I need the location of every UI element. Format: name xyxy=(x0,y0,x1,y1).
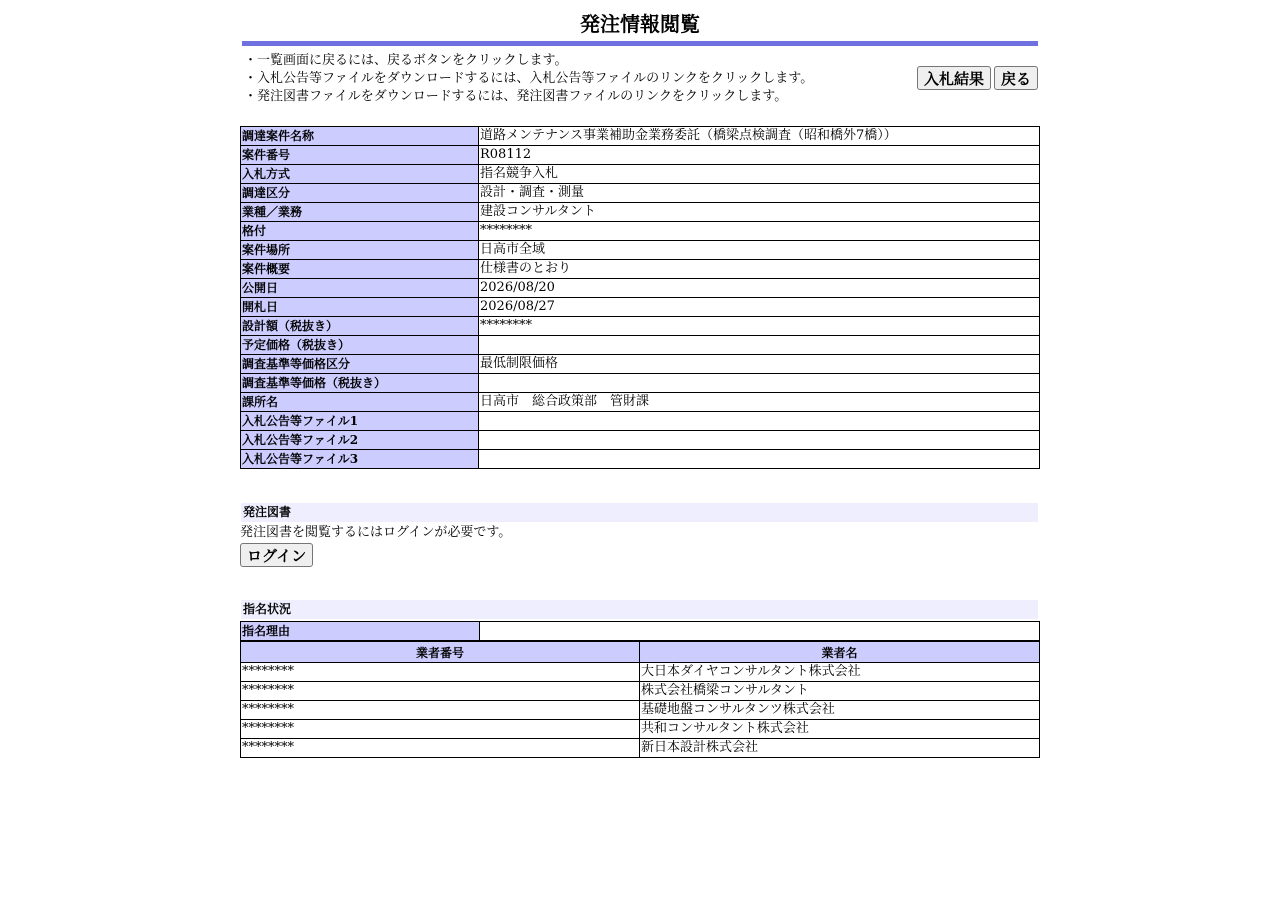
table-row xyxy=(241,355,1040,374)
field-value xyxy=(479,412,1040,431)
vendor-number: ******** xyxy=(241,739,640,758)
field-value: 建設コンサルタント xyxy=(479,203,1040,222)
table-row xyxy=(241,260,1040,279)
table-row xyxy=(241,336,1040,355)
field-label: 課所名 xyxy=(241,393,479,412)
field-label: 調査基準等価格区分 xyxy=(241,355,479,374)
field-value xyxy=(479,450,1040,469)
field-label: 案件場所 xyxy=(241,241,479,260)
documents-heading: 発注図書 xyxy=(241,503,1038,522)
designation-heading: 指名状況 xyxy=(241,600,1038,619)
field-label: 調達案件名称 xyxy=(241,127,479,146)
vendor-name: 共和コンサルタント株式会社 xyxy=(640,720,1040,739)
vendor-name: 新日本設計株式会社 xyxy=(640,739,1040,758)
table-row xyxy=(241,241,1040,260)
table-row xyxy=(241,412,1040,431)
table-row xyxy=(241,682,1040,701)
field-label: 入札公告等ファイル3 xyxy=(241,450,479,469)
field-value: ******** xyxy=(479,317,1040,336)
field-value: 最低制限価格 xyxy=(479,355,1040,374)
login-required-text: 発注図書を閲覧するにはログインが必要です。 xyxy=(240,525,512,540)
notice-line: ・入札公告等ファイルをダウンロードするには、入札公告等ファイルのリンクをクリックします。 xyxy=(244,71,814,86)
field-value: ******** xyxy=(479,222,1040,241)
login-button[interactable]: ログイン xyxy=(240,543,313,567)
field-value: 2026/08/20 xyxy=(479,279,1040,298)
column-header-vendor-name: 業者名 xyxy=(640,642,1040,663)
notice-line: ・発注図書ファイルをダウンロードするには、発注図書ファイルのリンクをクリックします。 xyxy=(244,89,788,104)
table-header-row xyxy=(241,642,1040,663)
info-table xyxy=(240,126,1040,469)
vendor-number: ******** xyxy=(241,701,640,720)
notice-section xyxy=(240,46,1040,116)
table-row xyxy=(241,701,1040,720)
table-row xyxy=(241,184,1040,203)
column-header-vendor-number: 業者番号 xyxy=(241,642,640,663)
page-title: 発注情報閲覧 xyxy=(580,12,700,36)
field-label: 入札公告等ファイル1 xyxy=(241,412,479,431)
field-label: 案件番号 xyxy=(241,146,479,165)
field-label: 公開日 xyxy=(241,279,479,298)
table-row xyxy=(241,222,1040,241)
field-value: 指名競争入札 xyxy=(479,165,1040,184)
field-label: 開札日 xyxy=(241,298,479,317)
field-label: 調査基準等価格（税抜き） xyxy=(241,374,479,393)
table-row xyxy=(241,739,1040,758)
back-button[interactable]: 戻る xyxy=(994,66,1038,90)
field-label: 設計額（税抜き） xyxy=(241,317,479,336)
vendor-table xyxy=(240,641,1040,758)
field-label: 入札公告等ファイル2 xyxy=(241,431,479,450)
field-value: 仕様書のとおり xyxy=(479,260,1040,279)
field-value xyxy=(479,374,1040,393)
table-row xyxy=(241,298,1040,317)
field-value: 2026/08/27 xyxy=(479,298,1040,317)
field-label: 業種／業務 xyxy=(241,203,479,222)
table-row xyxy=(241,720,1040,739)
field-value: R08112 xyxy=(479,146,1040,165)
table-row xyxy=(241,450,1040,469)
field-value: 設計・調査・測量 xyxy=(479,184,1040,203)
field-label: 予定価格（税抜き） xyxy=(241,336,479,355)
field-value: 日高市全域 xyxy=(479,241,1040,260)
field-value xyxy=(479,336,1040,355)
field-label: 格付 xyxy=(241,222,479,241)
page-container xyxy=(240,10,1040,758)
vendor-number: ******** xyxy=(241,663,640,682)
table-row xyxy=(241,431,1040,450)
table-row xyxy=(241,317,1040,336)
table-row xyxy=(241,165,1040,184)
field-label: 案件概要 xyxy=(241,260,479,279)
field-value xyxy=(479,431,1040,450)
table-row xyxy=(241,279,1040,298)
vendor-number: ******** xyxy=(241,682,640,701)
action-buttons xyxy=(917,66,1038,90)
field-value: 日高市 総合政策部 管財課 xyxy=(479,393,1040,412)
designation-reason-table xyxy=(240,621,1040,641)
table-row xyxy=(241,393,1040,412)
table-row xyxy=(241,622,1040,641)
bid-result-button[interactable]: 入札結果 xyxy=(917,66,991,90)
reason-value xyxy=(480,622,1040,641)
field-label: 入札方式 xyxy=(241,165,479,184)
field-value: 道路メンテナンス事業補助金業務委託（橋梁点検調査（昭和橋外7橋）） xyxy=(479,127,1040,146)
vendor-number: ******** xyxy=(241,720,640,739)
vendor-name: 大日本ダイヤコンサルタント株式会社 xyxy=(640,663,1040,682)
table-row xyxy=(241,146,1040,165)
table-row xyxy=(241,203,1040,222)
reason-label: 指名理由 xyxy=(241,622,480,641)
table-row xyxy=(241,663,1040,682)
notice-line: ・一覧画面に戻るには、戻るボタンをクリックします。 xyxy=(244,53,568,68)
vendor-name: 株式会社橋梁コンサルタント xyxy=(640,682,1040,701)
vendor-name: 基礎地盤コンサルタンツ株式会社 xyxy=(640,701,1040,720)
table-row xyxy=(241,127,1040,146)
table-row xyxy=(241,374,1040,393)
field-label: 調達区分 xyxy=(241,184,479,203)
